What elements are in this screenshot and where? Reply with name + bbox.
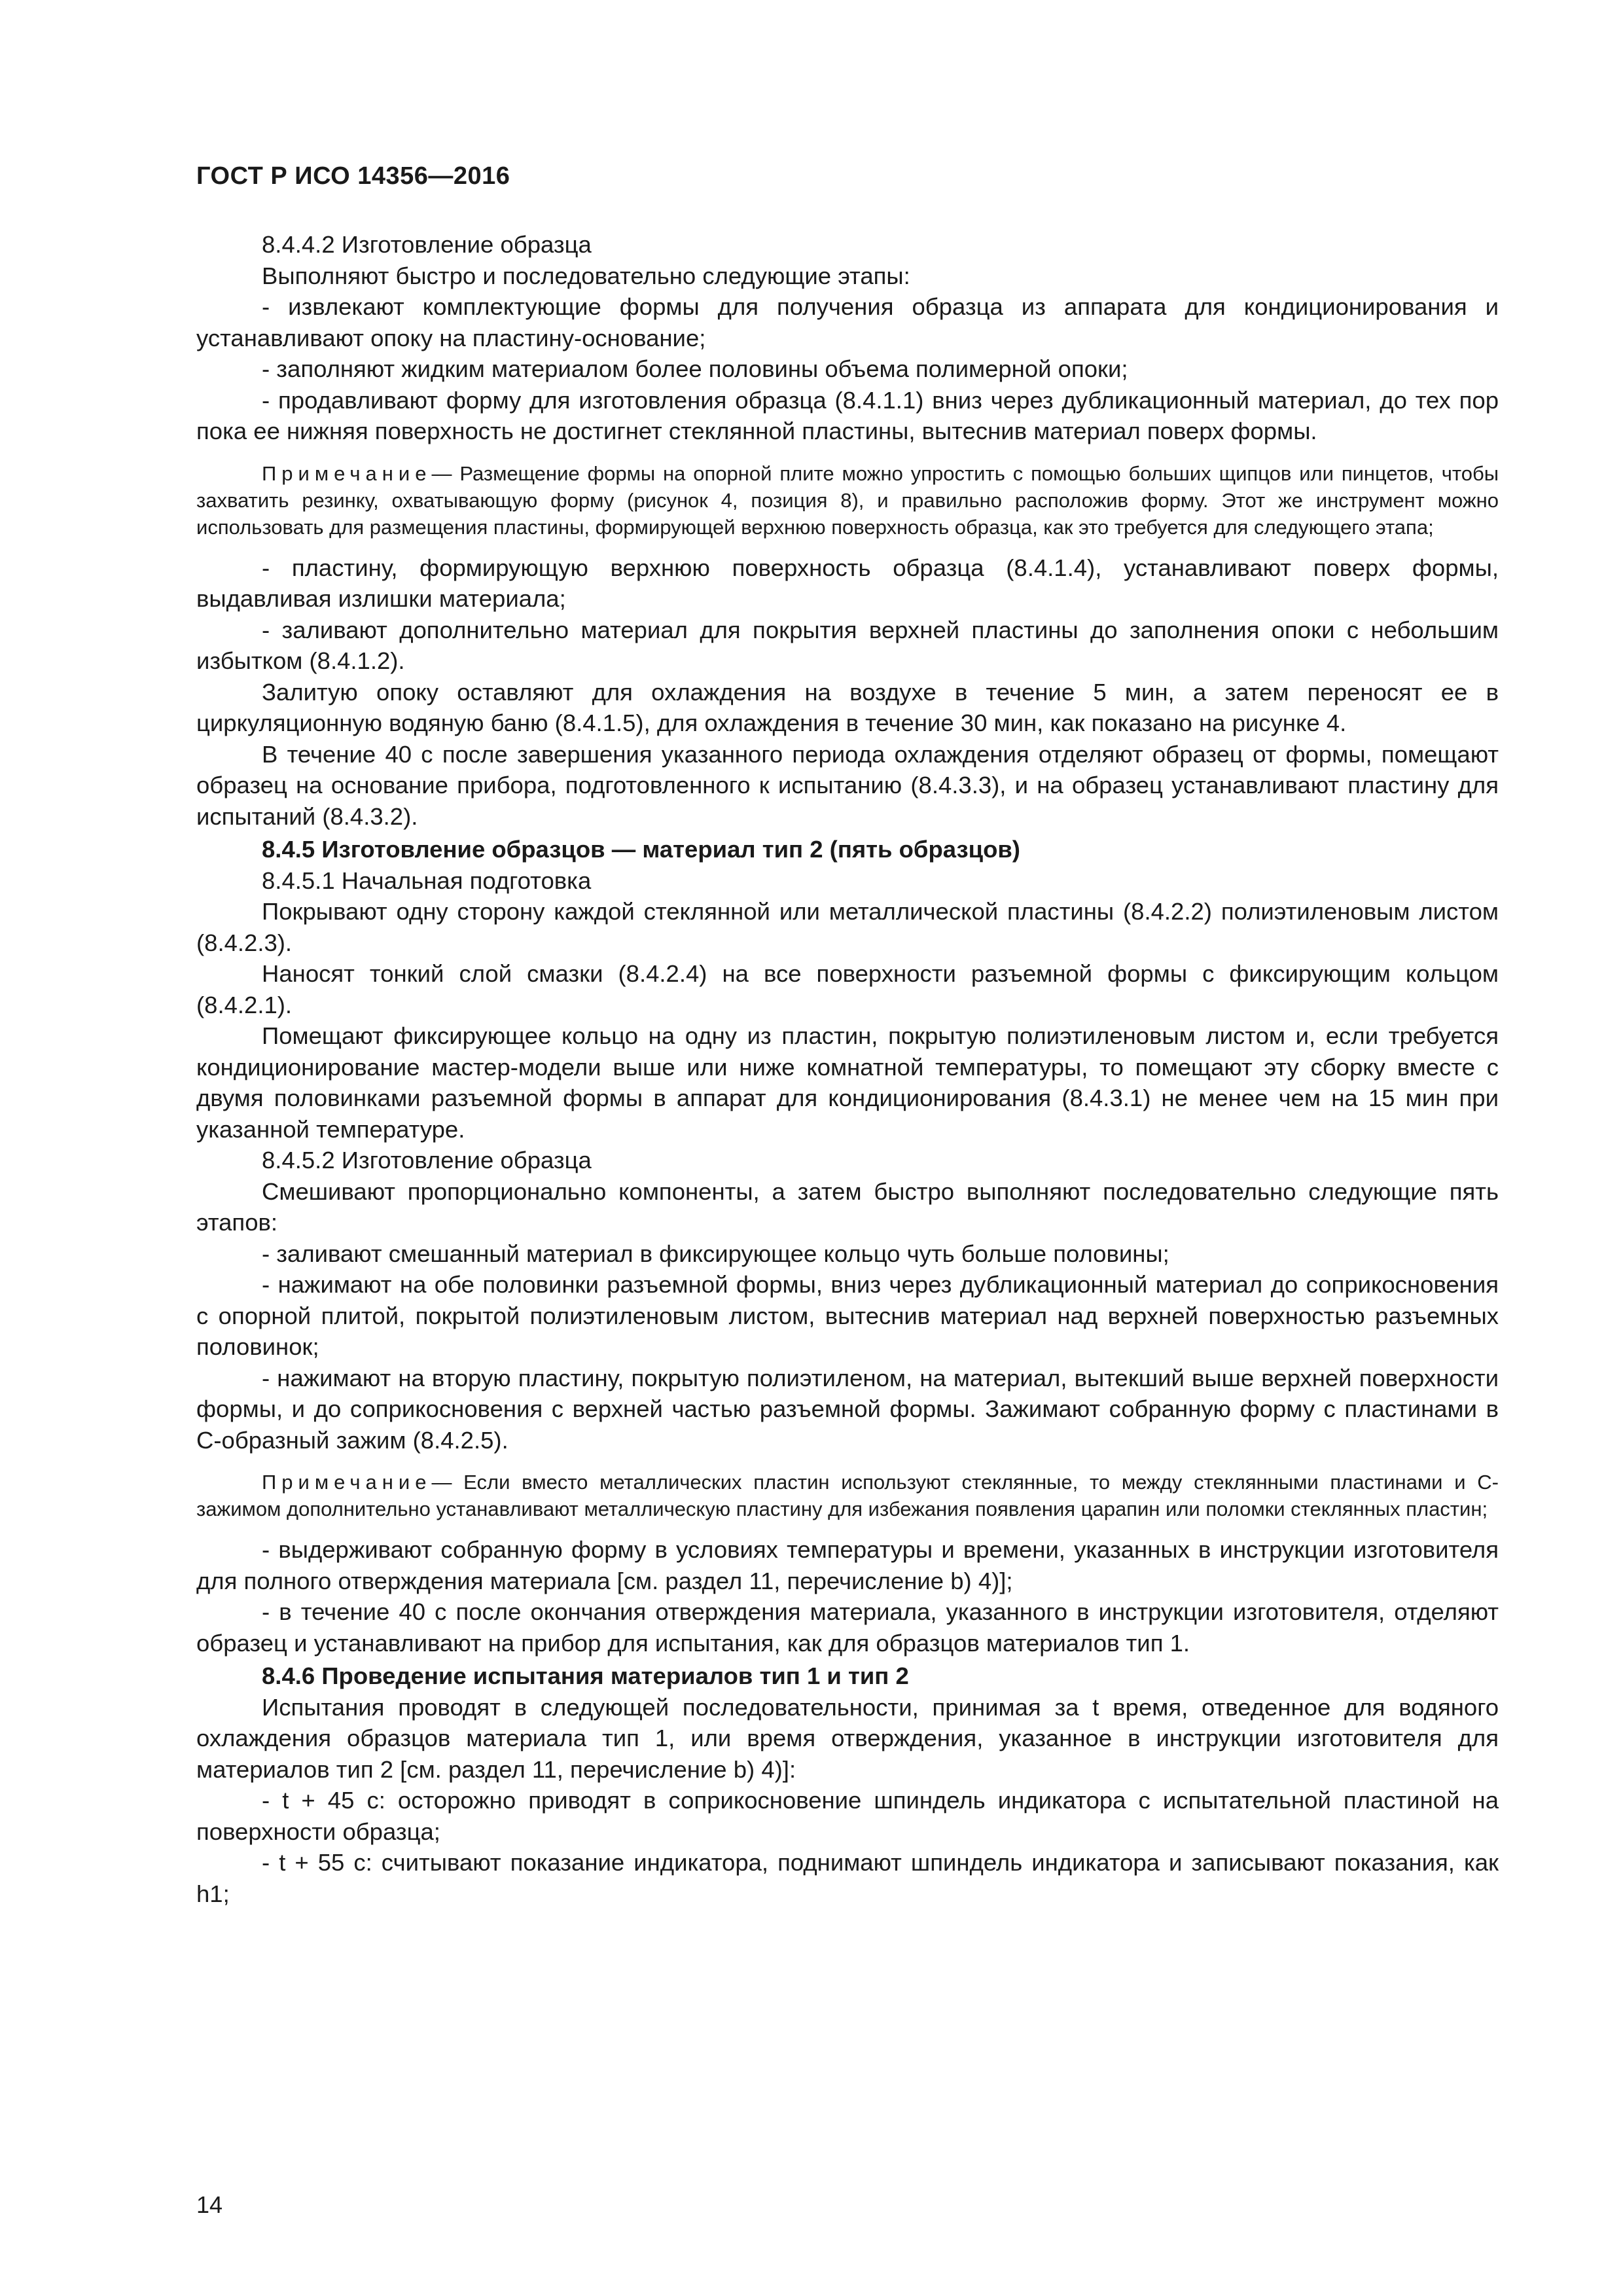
list-item: - заполняют жидким материалом более половины объема полимерной опоки; (262, 355, 1128, 382)
paragraph: Наносят тонкий слой смазки (8.4.2.4) на все поверхности разъемной формы с фиксирующим кольцом (8.4.2.1). (196, 960, 1499, 1018)
list-item: - продавливают форму для изготовления образца (8.4.1.1) вниз через дубликационный материал, до тех пор пока ее нижняя поверхность не достигнет стеклянной пластины, вытеснив материал поверх формы. (196, 386, 1499, 444)
document-body (196, 229, 1499, 1909)
list-item: - извлекают комплектующие формы для получения образца из аппарата для кондиционирования и устанавливают опоку на пластину-основание; (196, 293, 1499, 351)
note-label: Примечание (262, 1471, 432, 1494)
paragraph: В течение 40 с после завершения указанного периода охлаждения отделяют образец от формы, помещают образец на основание прибора, подготовленного к испытанию (8.4.3.3), и на образец устанавливают пластину для испытаний (8.4.3.2). (196, 740, 1499, 830)
list-item: - t + 55 с: считывают показание индикатора, поднимают шпиндель индикатора и записывают показания, как h1; (196, 1849, 1499, 1907)
list-item: - в течение 40 с после окончания отверждения материала, указанного в инструкции изготовителя, отделяют образец и устанавливают на прибор для испытания, как для образцов материалов тип 1. (196, 1598, 1499, 1657)
paragraph: Залитую опоку оставляют для охлаждения на воздухе в течение 5 мин, а затем переносят ее в циркуляционную водяную баню (8.4.1.5), для охлаждения в течение 30 мин, как показано на рисунке 4. (196, 678, 1499, 736)
paragraph: Испытания проводят в следующей последовательности, принимая за t время, отведенное для водяного охлаждения образцов материала тип 1, или время отверждения, указанное в инструкции изготовителя для материалов тип 2 [см. раздел 11, перечисление b) 4)]: (196, 1693, 1499, 1783)
document-header: ГОСТ Р ИСО 14356—2016 (196, 162, 510, 190)
list-item: - t + 45 с: осторожно приводят в соприкосновение шпиндель индикатора с испытательной пластиной на поверхности образца; (196, 1787, 1499, 1845)
paragraph: Смешивают пропорционально компоненты, а затем быстро выполняют последовательно следующие пять этапов: (196, 1177, 1499, 1236)
section-heading: 8.4.5 Изготовление образцов — материал тип 2 (пять образцов) (262, 836, 1020, 863)
list-item: - нажимают на обе половинки разъемной формы, вниз через дубликационный материал до соприкосновения с опорной плитой, покрытой полиэтиленовым листом, вытеснив материал над верхней поверхностью разъемных половинок; (196, 1271, 1499, 1360)
paragraph: Покрывают одну сторону каждой стеклянной или металлической пластины (8.4.2.2) полиэтиленовым листом (8.4.2.3). (196, 898, 1499, 956)
paragraph: 8.4.5.1 Начальная подготовка (262, 867, 592, 894)
paragraph: 8.4.4.2 Изготовление образца (262, 231, 592, 258)
note-text: — Размещение формы на опорной плите можно упростить с помощью больших щипцов или пинцетов, чтобы захватить резинку, охватывающую форму (рисунок 4, позиция 8), и правильно расположив форму. Этот же инструмент можно использовать для размещения пластины, формирующей верхнюю поверхность образца, как это требуется для следующего этапа; (196, 461, 1499, 539)
paragraph: Выполняют быстро и последовательно следующие этапы: (262, 262, 910, 289)
note-label: Примечание (262, 461, 432, 485)
note (196, 460, 1499, 541)
list-item: - пластину, формирующую верхнюю поверхность образца (8.4.1.4), устанавливают поверх формы, выдавливая излишки материала; (196, 554, 1499, 612)
list-item: - заливают смешанный материал в фиксирующее кольцо чуть больше половины; (262, 1240, 1169, 1267)
list-item: - заливают дополнительно материал для покрытия верхней пластины до заполнения опоки с небольшим избытком (8.4.1.2). (196, 616, 1499, 674)
page-number: 14 (196, 2191, 223, 2218)
list-item: - нажимают на вторую пластину, покрытую полиэтиленом, на материал, вытекший выше верхней поверхности формы, и до соприкосновения с верхней частью разъемной формы. Зажимают собранную форму с пластинами в С-образный зажим (8.4.2.5). (196, 1364, 1499, 1454)
paragraph: Помещают фиксирующее кольцо на одну из пластин, покрытую полиэтиленовым листом и, если требуется кондиционирование мастер-модели выше или ниже комнатной температуры, то помещают эту сборку вместе с двумя половинками разъемной формы в аппарат для кондиционирования (8.4.3.1) не менее чем на 15 мин при указанной температуре. (196, 1022, 1499, 1143)
paragraph: 8.4.5.2 Изготовление образца (262, 1147, 592, 1174)
list-item: - выдерживают собранную форму в условиях температуры и времени, указанных в инструкции изготовителя для полного отверждения материала [см. раздел 11, перечисление b) 4)]; (196, 1536, 1499, 1594)
section-heading: 8.4.6 Проведение испытания материалов тип 1 и тип 2 (262, 1662, 909, 1689)
note (196, 1469, 1499, 1522)
note-text: — Если вместо металлических пластин используют стеклянные, то между стеклянными пластинами и С-зажимом дополнительно устанавливают металлическую пластину для избежания появления царапин или поломки стеклянных пластин; (196, 1471, 1499, 1520)
